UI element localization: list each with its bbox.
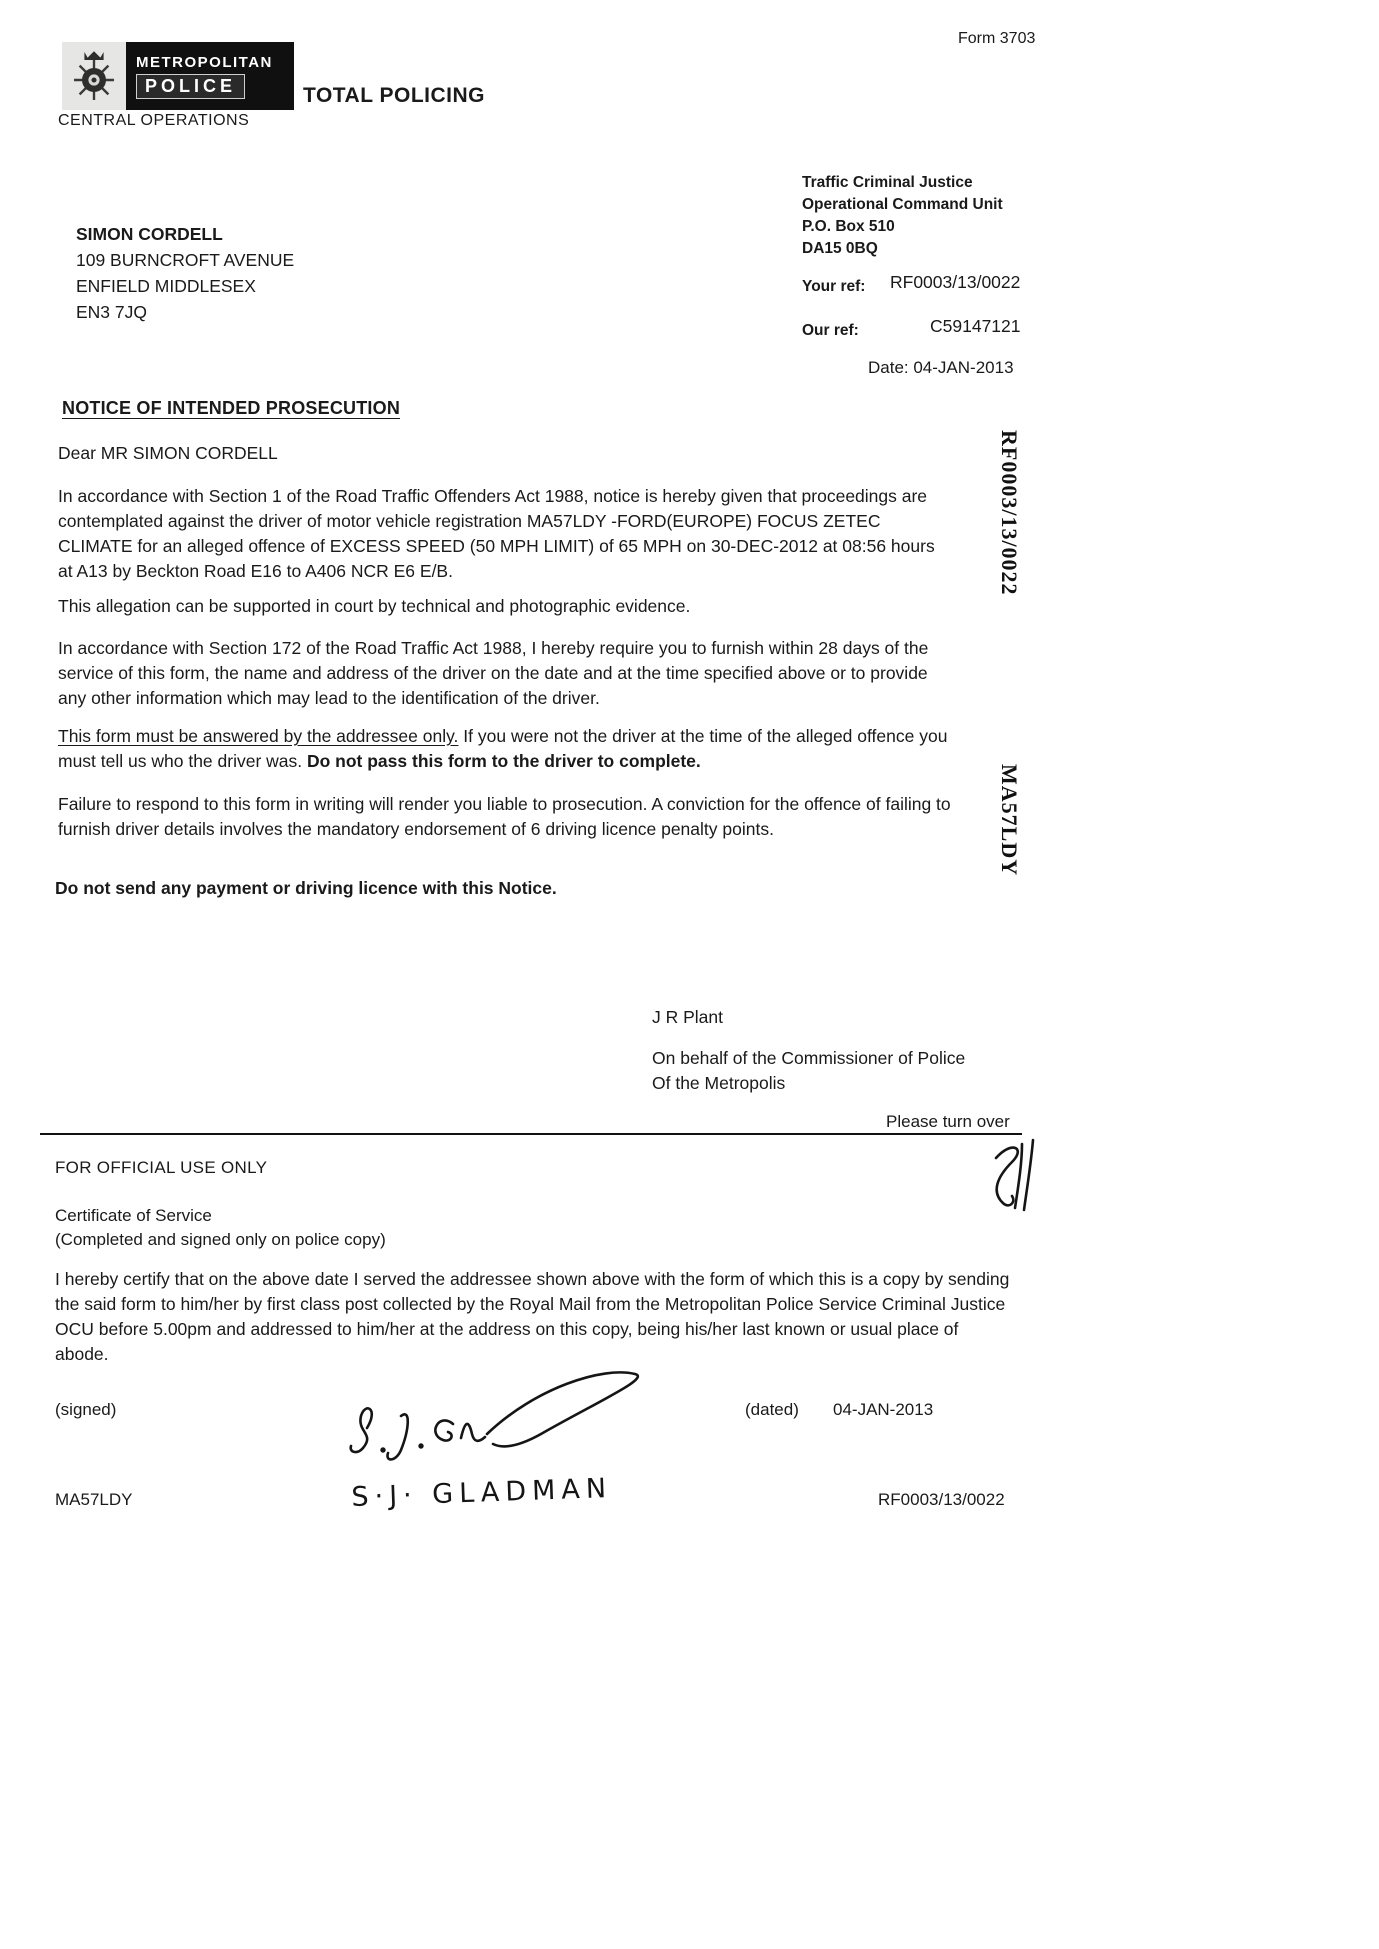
official-use-heading: FOR OFFICIAL USE ONLY	[55, 1158, 268, 1177]
addressee-only-bold: Do not pass this form to the driver to complete.	[306, 751, 701, 771]
addressee-block	[76, 221, 294, 325]
certificate-note: (Completed and signed only on police copy)	[55, 1230, 386, 1249]
signoff-role-line2: Of the Metropolis	[652, 1073, 786, 1093]
paragraph-offence: In accordance with Section 1 of the Road Traffic Offenders Act 1988, notice is hereby given that proceedings are contemplated against the driver of motor vehicle registration MA57LDY -FORD(EUROPE) FOCUS ZETEC CLIMATE for an alleged offence of EXCESS SPEED (50 MPH LIMIT) of 65 MPH on 30-DEC-2012 at 08:56 hours at A13 by Beckton Road E16 to A406 NCR E6 E/B.	[58, 486, 935, 581]
initials-handwriting	[982, 1136, 1040, 1219]
our-ref-value: C59147121	[930, 316, 1021, 336]
sender-block	[802, 172, 1003, 260]
signoff-role-line1: On behalf of the Commissioner of Police	[652, 1048, 966, 1068]
sender-line2: Operational Command Unit	[802, 196, 1003, 213]
met-police-logo	[62, 42, 294, 110]
side-reference-vertical: RF0003/13/0022	[997, 430, 1022, 596]
dated-value: 04-JAN-2013	[833, 1400, 934, 1419]
logo-police-text: POLICE	[136, 74, 245, 99]
letter-date: Date: 04-JAN-2013	[868, 358, 1014, 377]
addressee-address-line2: ENFIELD MIDDLESEX	[76, 276, 256, 296]
certificate-body: I hereby certify that on the above date I served the addressee shown above with the form of which this is a copy by sending the said form to him/her by first class post collected by the Royal Mail from the Metropolitan Police Service Criminal Justice OCU before 5.00pm and addressed to him/her at the address on this copy, being his/her last known or usual place of abode.	[55, 1269, 1010, 1364]
footer-reference: RF0003/13/0022	[878, 1490, 1005, 1509]
letter-title: NOTICE OF INTENDED PROSECUTION	[62, 398, 401, 418]
sender-line4: DA15 0BQ	[802, 240, 878, 257]
addressee-only-underlined: This form must be answered by the addressee only.	[58, 726, 459, 746]
footer-registration: MA57LDY	[55, 1490, 133, 1509]
our-ref-label: Our ref:	[802, 322, 859, 339]
your-ref-label: Your ref:	[802, 278, 866, 295]
salutation: Dear MR SIMON CORDELL	[58, 443, 278, 463]
addressee-postcode: EN3 7JQ	[76, 302, 147, 322]
certificate-title: Certificate of Service	[55, 1206, 212, 1225]
logo-metropolitan-text: METROPOLITAN	[136, 53, 273, 71]
signoff-name: J R Plant	[652, 1007, 723, 1027]
tagline: TOTAL POLICING	[303, 84, 486, 107]
addressee-address-line1: 109 BURNCROFT AVENUE	[76, 250, 295, 270]
dated-label: (dated)	[745, 1400, 799, 1419]
signoff-role	[652, 1046, 1032, 1096]
side-registration-vertical: MA57LDY	[997, 764, 1022, 877]
section-divider	[40, 1133, 1022, 1135]
turn-over-note: Please turn over	[886, 1112, 1010, 1131]
addressee-only-normal: If you were not the driver at the time of the alleged offence you must tell us who the driver was.	[58, 726, 948, 771]
your-ref-value: RF0003/13/0022	[890, 272, 1021, 292]
paragraph-evidence: This allegation can be supported in court by technical and photographic evidence.	[58, 596, 691, 616]
signed-label: (signed)	[55, 1400, 117, 1419]
paragraph-no-payment: Do not send any payment or driving licence with this Notice.	[55, 878, 557, 898]
addressee-name: SIMON CORDELL	[76, 224, 223, 244]
paragraph-failure-to-respond: Failure to respond to this form in writing will render you liable to prosecution. A conviction for the offence of failing to furnish driver details involves the mandatory endorsement of 6 driving licence penalty points.	[58, 794, 951, 839]
department-label: CENTRAL OPERATIONS	[58, 112, 250, 129]
paragraph-addressee-only	[58, 724, 953, 774]
sender-line3: P.O. Box 510	[802, 218, 895, 235]
paragraph-section172: In accordance with Section 172 of the Road Traffic Act 1988, I hereby require you to furnish within 28 days of the service of this form, the name and address of the driver on the date and at the time specified above or to provide any other information which may lead to the identification of the driver.	[58, 638, 929, 708]
officer-signature-handwriting	[335, 1350, 665, 1480]
met-police-crest-icon	[62, 42, 126, 110]
signature-printed-name: S·J· GLADMAN	[350, 1472, 613, 1513]
sender-line1: Traffic Criminal Justice	[802, 174, 973, 191]
form-number: Form 3703	[958, 30, 1036, 47]
